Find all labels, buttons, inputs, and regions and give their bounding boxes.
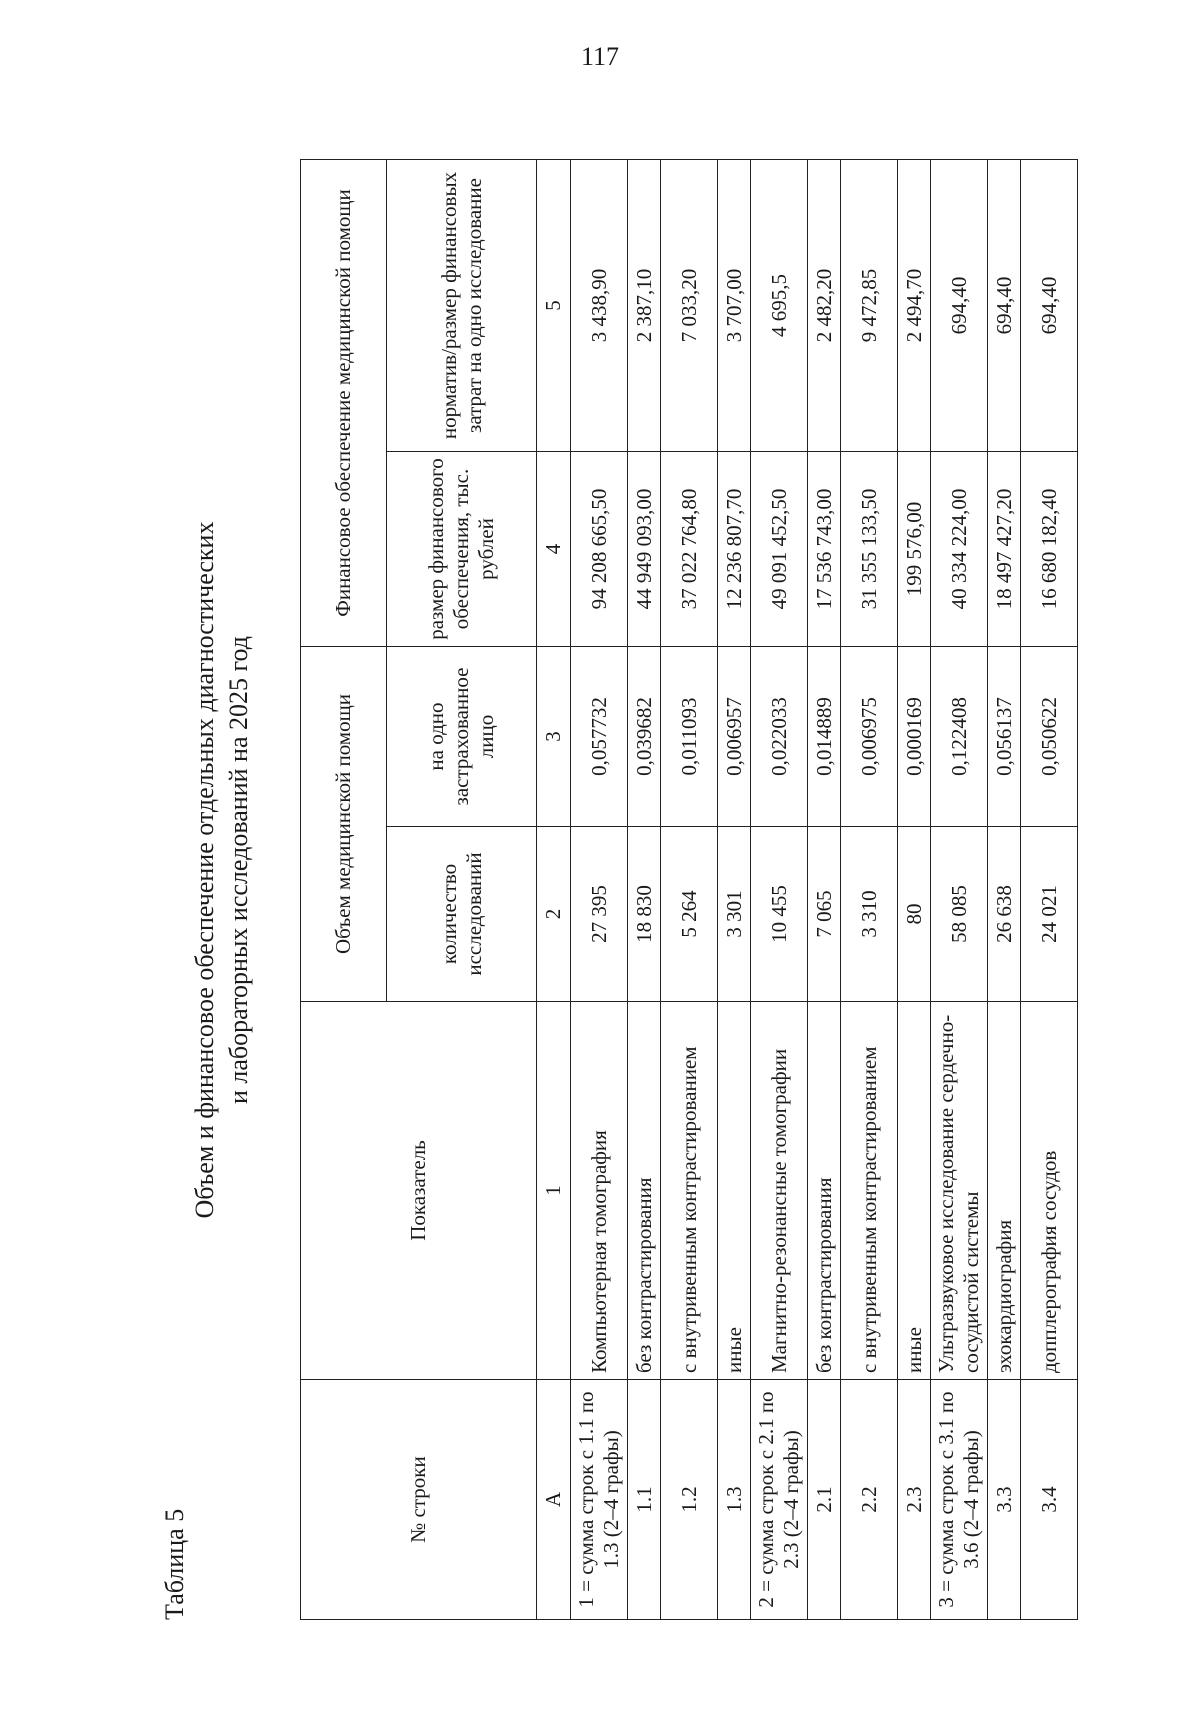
per-insured-cell: 0,000169 [898, 647, 931, 827]
finance-size-cell: 31 355 133,50 [841, 452, 898, 647]
table-row [898, 159, 931, 1619]
per-insured-cell: 0,122408 [931, 647, 988, 827]
rotated-page-content [160, 160, 1200, 1620]
indicator-cell: Магнитно-резонансные томографии [751, 1002, 808, 1380]
count-cell: 5 264 [661, 827, 718, 1002]
norm-cost-cell: 2 387,10 [628, 159, 661, 451]
indicator-cell: без контрастирования [628, 1002, 661, 1380]
count-cell: 7 065 [808, 827, 841, 1002]
header-volume-group: Объем медицинской помощи [301, 647, 387, 1002]
row-number-cell: 3.3 [988, 1380, 1021, 1620]
norm-cost-cell: 4 695,5 [751, 159, 808, 451]
per-insured-cell: 0,057732 [571, 647, 628, 827]
table-row [988, 159, 1021, 1619]
count-cell: 24 021 [1021, 827, 1078, 1002]
per-insured-cell: 0,022033 [751, 647, 808, 827]
row-number-cell: 3 = сумма строк с 3.1 по 3.6 (2–4 графы) [931, 1380, 988, 1620]
row-number-cell: 2.2 [841, 1380, 898, 1620]
per-insured-cell: 0,011093 [661, 647, 718, 827]
finance-size-cell: 12 236 807,70 [718, 452, 751, 647]
indicator-cell: без контрастирования [808, 1002, 841, 1380]
table-title [188, 320, 256, 1420]
indicator-cell: Компьютерная томография [571, 1002, 628, 1380]
table-row [628, 159, 661, 1619]
finance-size-cell: 49 091 452,50 [751, 452, 808, 647]
title-line-2: и лабораторных исследований на 2025 год [224, 636, 253, 1104]
table-row [718, 159, 751, 1619]
header-row-no: № строки [301, 1380, 537, 1620]
norm-cost-cell: 3 438,90 [571, 159, 628, 451]
table-row [751, 159, 808, 1619]
finance-size-cell: 18 497 427,20 [988, 452, 1021, 647]
row-number-cell: 1.1 [628, 1380, 661, 1620]
finance-size-cell: 17 536 743,00 [808, 452, 841, 647]
per-insured-cell: 0,056137 [988, 647, 1021, 827]
per-insured-cell: 0,014889 [808, 647, 841, 827]
table-row [1021, 159, 1078, 1619]
header-indicator: Показатель [301, 1002, 537, 1380]
finance-size-cell: 44 949 093,00 [628, 452, 661, 647]
table-row [661, 159, 718, 1619]
column-number: А [537, 1380, 571, 1620]
indicator-cell: иные [898, 1002, 931, 1380]
row-number-cell: 1.3 [718, 1380, 751, 1620]
table-row [808, 159, 841, 1619]
row-number-cell: 1 = сумма строк с 1.1 по 1.3 (2–4 графы) [571, 1380, 628, 1620]
title-line-1: Объем и финансовое обеспечение отдельных диагностических [190, 521, 219, 1219]
header-finance-group: Финансовое обеспечение медицинской помощи [301, 159, 387, 646]
indicator-cell: иные [718, 1002, 751, 1380]
count-cell: 80 [898, 827, 931, 1002]
header-row-1 [301, 159, 387, 1619]
norm-cost-cell: 7 033,20 [661, 159, 718, 451]
page-number: 117 [580, 42, 620, 71]
table-label: Таблица 5 [160, 1508, 189, 1620]
column-number: 2 [537, 827, 571, 1002]
header-norm-cost: норматив/размер финансовых затрат на одно исследование [387, 159, 537, 451]
column-number: 1 [537, 1002, 571, 1380]
finance-size-cell: 16 680 182,40 [1021, 452, 1078, 647]
table-row [931, 159, 988, 1619]
row-number-cell: 2 = сумма строк с 2.1 по 2.3 (2–4 графы) [751, 1380, 808, 1620]
count-cell: 3 301 [718, 827, 751, 1002]
indicator-cell: эхокардиография [988, 1002, 1021, 1380]
count-cell: 27 395 [571, 827, 628, 1002]
column-number: 3 [537, 647, 571, 827]
norm-cost-cell: 694,40 [988, 159, 1021, 451]
header-count: количество исследований [387, 827, 537, 1002]
per-insured-cell: 0,006957 [718, 647, 751, 827]
indicator-cell: допплерография сосудов [1021, 1002, 1078, 1380]
count-cell: 26 638 [988, 827, 1021, 1002]
per-insured-cell: 0,006975 [841, 647, 898, 827]
finance-size-cell: 199 576,00 [898, 452, 931, 647]
row-number-cell: 1.2 [661, 1380, 718, 1620]
column-number: 4 [537, 452, 571, 647]
finance-size-cell: 37 022 764,80 [661, 452, 718, 647]
header-finance-size: размер финансового обеспечения, тыс. рублей [387, 452, 537, 647]
norm-cost-cell: 3 707,00 [718, 159, 751, 451]
data-table [300, 159, 1078, 1620]
indicator-cell: с внутривенным контрастированием [841, 1002, 898, 1380]
norm-cost-cell: 9 472,85 [841, 159, 898, 451]
indicator-cell: Ультразвуковое исследование сердечно-сосудистой системы [931, 1002, 988, 1380]
count-cell: 18 830 [628, 827, 661, 1002]
header-per-insured: на одно застрахованное лицо [387, 647, 537, 827]
finance-size-cell: 40 334 224,00 [931, 452, 988, 647]
indicator-cell: с внутривенным контрастированием [661, 1002, 718, 1380]
row-number-cell: 3.4 [1021, 1380, 1078, 1620]
norm-cost-cell: 694,40 [1021, 159, 1078, 451]
count-cell: 3 310 [841, 827, 898, 1002]
column-number-row [537, 159, 571, 1619]
norm-cost-cell: 2 482,20 [808, 159, 841, 451]
norm-cost-cell: 2 494,70 [898, 159, 931, 451]
table-row [841, 159, 898, 1619]
finance-size-cell: 94 208 665,50 [571, 452, 628, 647]
count-cell: 10 455 [751, 827, 808, 1002]
column-number: 5 [537, 159, 571, 451]
norm-cost-cell: 694,40 [931, 159, 988, 451]
table-body [571, 159, 1078, 1619]
per-insured-cell: 0,050622 [1021, 647, 1078, 827]
row-number-cell: 2.1 [808, 1380, 841, 1620]
per-insured-cell: 0,039682 [628, 647, 661, 827]
table-row [571, 159, 628, 1619]
count-cell: 58 085 [931, 827, 988, 1002]
row-number-cell: 2.3 [898, 1380, 931, 1620]
